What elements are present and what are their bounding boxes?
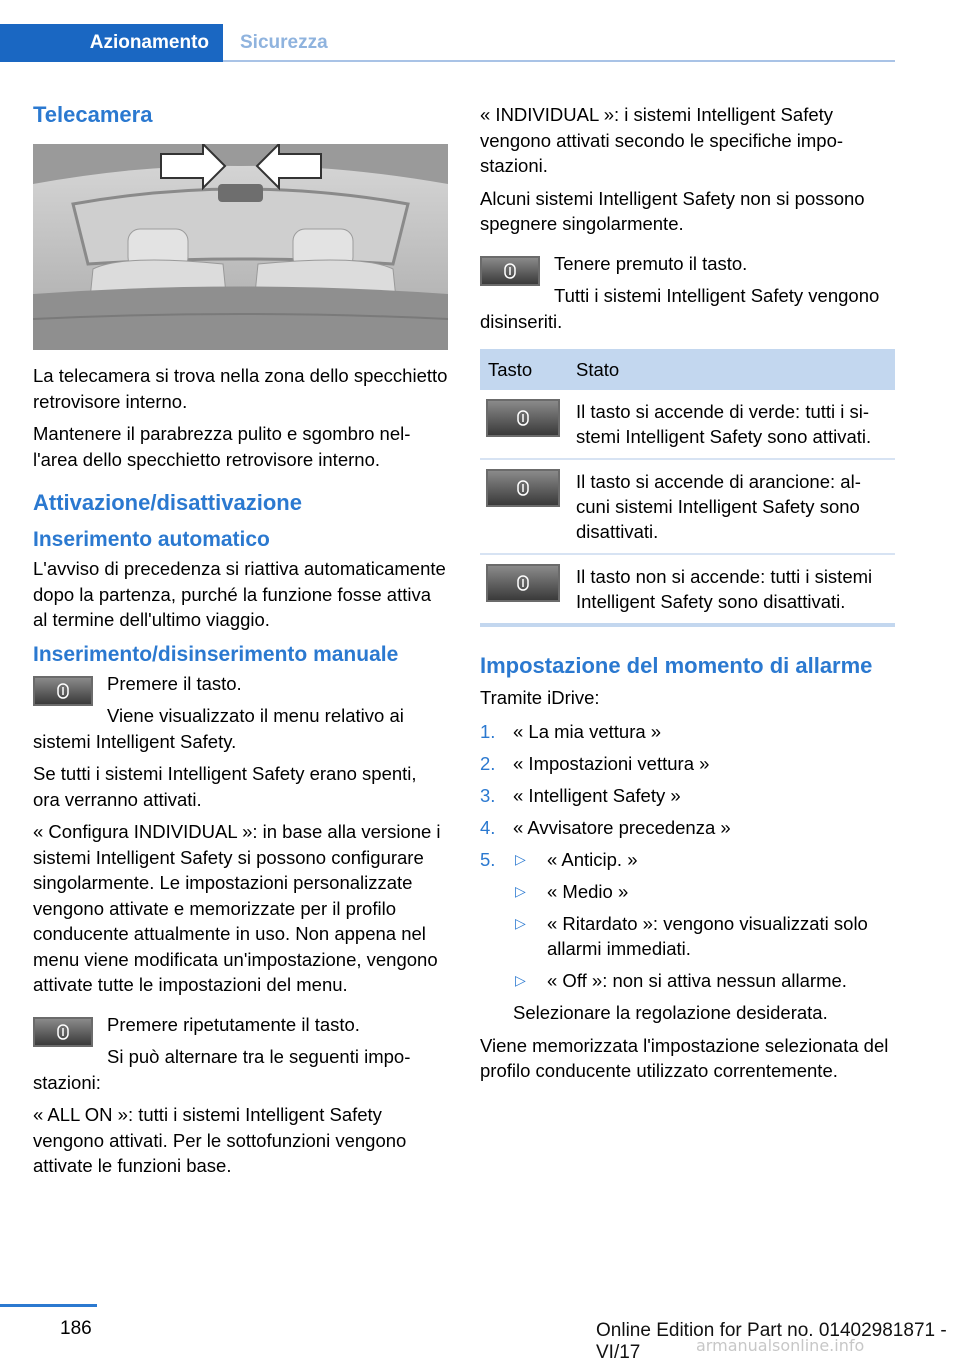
triangle-bullet-icon: ▷: [515, 882, 526, 899]
table-cell-button: [480, 459, 568, 554]
triangle-bullet-icon: ▷: [515, 972, 526, 988]
header-rule: [223, 60, 895, 62]
paragraph: Alcuni sistemi Intelligent Safety non si possono spegnere singolarmente.: [480, 187, 865, 234]
paragraph: Viene memorizzata l'impostazione selezionata del profilo conducente utilizzato correntemente.: [480, 1034, 889, 1081]
triangle-bullet-icon: ▷: [515, 914, 526, 931]
intelligent-safety-button-icon: [502, 263, 518, 279]
heading-inserimento-automatico: Inserimento automatico: [33, 528, 270, 551]
safety-button-image: [480, 256, 540, 286]
safety-button-image: [486, 469, 560, 507]
watermark: armanualsonline.info: [696, 1336, 865, 1355]
right-column: [480, 102, 895, 1091]
car-interior-illustration: [33, 144, 448, 350]
page-header: [0, 0, 895, 62]
heading-attivazione: Attivazione/disattivazione: [33, 490, 302, 515]
intelligent-safety-button-icon: [515, 480, 531, 496]
edition-text: Online Edition for Part no. 01402981871 - VI/17: [596, 1320, 947, 1363]
paragraph: Selezionare la regolazione desiderata.: [513, 1002, 828, 1023]
list-item: [513, 847, 895, 873]
paragraph: Tramite iDrive:: [480, 687, 600, 708]
table-header-row: [480, 349, 895, 390]
paragraph: Viene visualizzato il menu relativo ai sistemi Intelligent Safety.: [33, 705, 404, 752]
heading-inserimento-manuale: Inserimento/disinserimento manuale: [33, 642, 399, 666]
button-instruction: [33, 671, 448, 762]
intelligent-safety-button-icon: [515, 410, 531, 426]
camera-photo: [33, 144, 448, 350]
step-number: 4.: [480, 816, 496, 838]
paragraph: « INDIVIDUAL »: i sistemi Intelligent Safety vengono attivati secondo le specifiche impostazioni.: [480, 104, 844, 176]
safety-button-image: [486, 564, 560, 602]
paragraph: Se tutti i sistemi Intelligent Safety erano spenti, ora verranno attivati.: [33, 763, 417, 810]
option-text: « Off »: non si attiva nessun allarme.: [547, 970, 847, 991]
table-header-stato: Stato: [568, 349, 895, 390]
heading-impostazione-allarme: Impostazione del momento di allarme: [480, 653, 873, 678]
button-instruction: [480, 251, 895, 342]
option-text: « Medio »: [547, 880, 629, 902]
list-item: [513, 968, 895, 994]
intelligent-safety-button-icon: [55, 683, 71, 699]
safety-button-image: [33, 1017, 93, 1047]
list-item: [480, 719, 895, 745]
paragraph: Premere il tasto.: [107, 672, 242, 694]
table-cell-state: Il tasto non si accende: tutti i sistemi Intelligent Safety sono disattivati.: [568, 554, 895, 625]
paragraph: Tutti i sistemi Intelligent Safety vengono disinseriti.: [480, 285, 880, 332]
table-row: [480, 554, 895, 625]
table-row: [480, 459, 895, 554]
idrive-steps-list: [480, 719, 895, 1026]
list-item: [480, 815, 895, 841]
left-column: [33, 100, 448, 1186]
paragraph: Tenere premuto il tasto.: [554, 252, 748, 274]
paragraph: Mantenere il parabrezza pulito e sgombro nell'area dello specchietto retrovisore interno.: [33, 423, 411, 470]
list-item: [513, 879, 895, 905]
safety-button-image: [33, 676, 93, 706]
table-header-tasto: Tasto: [480, 349, 568, 390]
section-title-telecamera: Telecamera: [33, 102, 153, 127]
paragraph: Si può alternare tra le seguenti impostazioni:: [33, 1046, 411, 1093]
list-item: [480, 751, 895, 777]
button-states-table: [480, 349, 895, 627]
tab-azionamento[interactable]: Azionamento: [0, 24, 223, 62]
footer-rule: [0, 1304, 97, 1307]
step-number: 1.: [480, 720, 496, 742]
step-text: « Impostazioni vettura »: [513, 752, 710, 774]
paragraph: « Configura INDIVIDUAL »: in base alla versione i sistemi Intelligent Safety si possono configurare singolarmente. Le impostazioni personalizzate vengono attivate e memorizzate per il profilo conducente attualmente in uso. Non appena nel menu viene modificata un'impostazione, vengono attivate tutte le impostazioni del menu.: [33, 821, 441, 995]
page-number: 186: [60, 1318, 92, 1339]
button-instruction: [33, 1012, 448, 1103]
triangle-bullet-icon: ▷: [515, 850, 526, 867]
paragraph: La telecamera si trova nella zona dello specchietto retrovisore interno.: [33, 365, 448, 412]
paragraph: L'avviso di precedenza si riattiva automaticamente dopo la partenza, purché la funzione fosse attiva al termine dell'ultimo viaggio.: [33, 558, 446, 630]
step-number: 5.: [480, 848, 496, 870]
option-text: « Ritardato »: vengono visualizzati solo allarmi immediati.: [547, 912, 868, 959]
step-number: 3.: [480, 784, 496, 806]
step-text: « Avvisatore precedenza »: [513, 816, 731, 838]
paragraph: Premere ripetutamente il tasto.: [107, 1013, 360, 1035]
table-cell-button: [480, 554, 568, 625]
table-cell-button: [480, 390, 568, 459]
list-item: [480, 783, 895, 809]
table-row: [480, 390, 895, 459]
table-cell-state: Il tasto si accende di arancione: alcuni sistemi Intelligent Safety sono disattivati.: [568, 459, 895, 554]
step-number: 2.: [480, 752, 496, 774]
option-text: « Anticip. »: [547, 848, 638, 870]
list-item: [480, 847, 895, 1026]
intelligent-safety-button-icon: [515, 575, 531, 591]
list-item: [513, 911, 895, 962]
step-text: « Intelligent Safety »: [513, 784, 681, 806]
options-sublist: [513, 847, 895, 994]
tab-sicurezza[interactable]: Sicurezza: [240, 32, 328, 53]
paragraph: « ALL ON »: tutti i sistemi Intelligent Safety vengono attivati. Per le sottofunzioni vengono attivate le funzioni base.: [33, 1104, 407, 1176]
safety-button-image: [486, 399, 560, 437]
step-text: « La mia vettura »: [513, 720, 662, 742]
table-cell-state: Il tasto si accende di verde: tutti i sistemi Intelligent Safety sono attivati.: [568, 390, 895, 459]
intelligent-safety-button-icon: [55, 1024, 71, 1040]
